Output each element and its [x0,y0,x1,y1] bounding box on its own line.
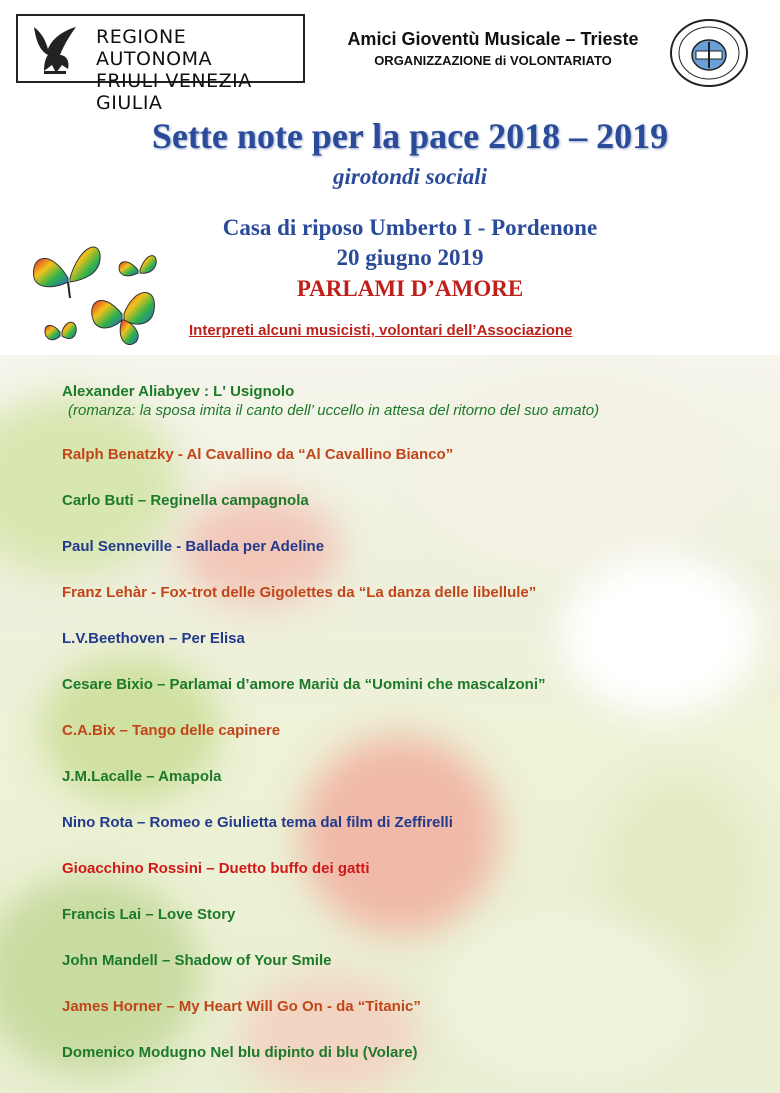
program-item-15: Domenico Modugno Nel blu dipinto di blu (Volare) [62,1044,418,1061]
program-item-13: John Mandell – Shadow of Your Smile [62,952,332,969]
program-item-1-note: (romanza: la sposa imita il canto dell’ uccello in attesa del ritorno del suo amato) [68,402,600,419]
program-item-10: Nino Rota – Romeo e Giulietta tema dal film di Zeffirelli [62,814,453,831]
association-name: Amici Gioventù Musicale – Trieste [347,29,639,49]
program-item-14: James Horner – My Heart Will Go On - da “Titanic” [62,998,421,1015]
association-type: ORGANIZZAZIONE di VOLONTARIATO [374,53,612,68]
program-item-12: Francis Lai – Love Story [62,906,236,923]
program-item-3: Carlo Buti – Reginella campagnola [62,492,309,509]
program-item-8: C.A.Bix – Tango delle capinere [62,722,281,739]
program-item-4: Paul Senneville - Ballada per Adeline [62,538,325,555]
program-item-5: Franz Lehàr - Fox-trot delle Gigolettes da “La danza delle libellule” [62,584,537,601]
association-seal-icon [669,18,749,88]
region-logo [16,14,305,114]
program-item-2: Ralph Benatzky - Al Cavallino da “Al Cavallino Bianco” [62,446,454,463]
butterflies-icon [30,238,170,358]
program-item-1: Alexander Aliabyev : L' Usignolo [62,383,295,400]
program-item-9: J.M.Lacalle – Amapola [62,768,222,785]
program-item-11: Gioacchino Rossini – Duetto buffo dei gatti [62,860,370,877]
program-list [62,382,599,1089]
eagle-emblem-icon [26,21,84,79]
event-subtitle: girotondi sociali [333,164,487,189]
event-date: 20 giugno 2019 [336,245,484,270]
program-item-6: L.V.Beethoven – Per Elisa [62,630,245,647]
event-title: Sette note per la pace 2018 – 2019 [151,116,669,156]
event-venue: Casa di riposo Umberto I - Pordenone [222,215,598,240]
region-line-2: FRIULI VENEZIA GIULIA [96,70,252,114]
concert-title: PARLAMI D’AMORE [296,276,524,301]
region-line-1: REGIONE AUTONOMA [96,26,213,70]
performers-note: Interpreti alcuni musicisti, volontari dell’Associazione [189,322,573,339]
program-item-7: Cesare Bixio – Parlamai d’amore Mariù da “Uomini che mascalzoni” [62,676,546,693]
